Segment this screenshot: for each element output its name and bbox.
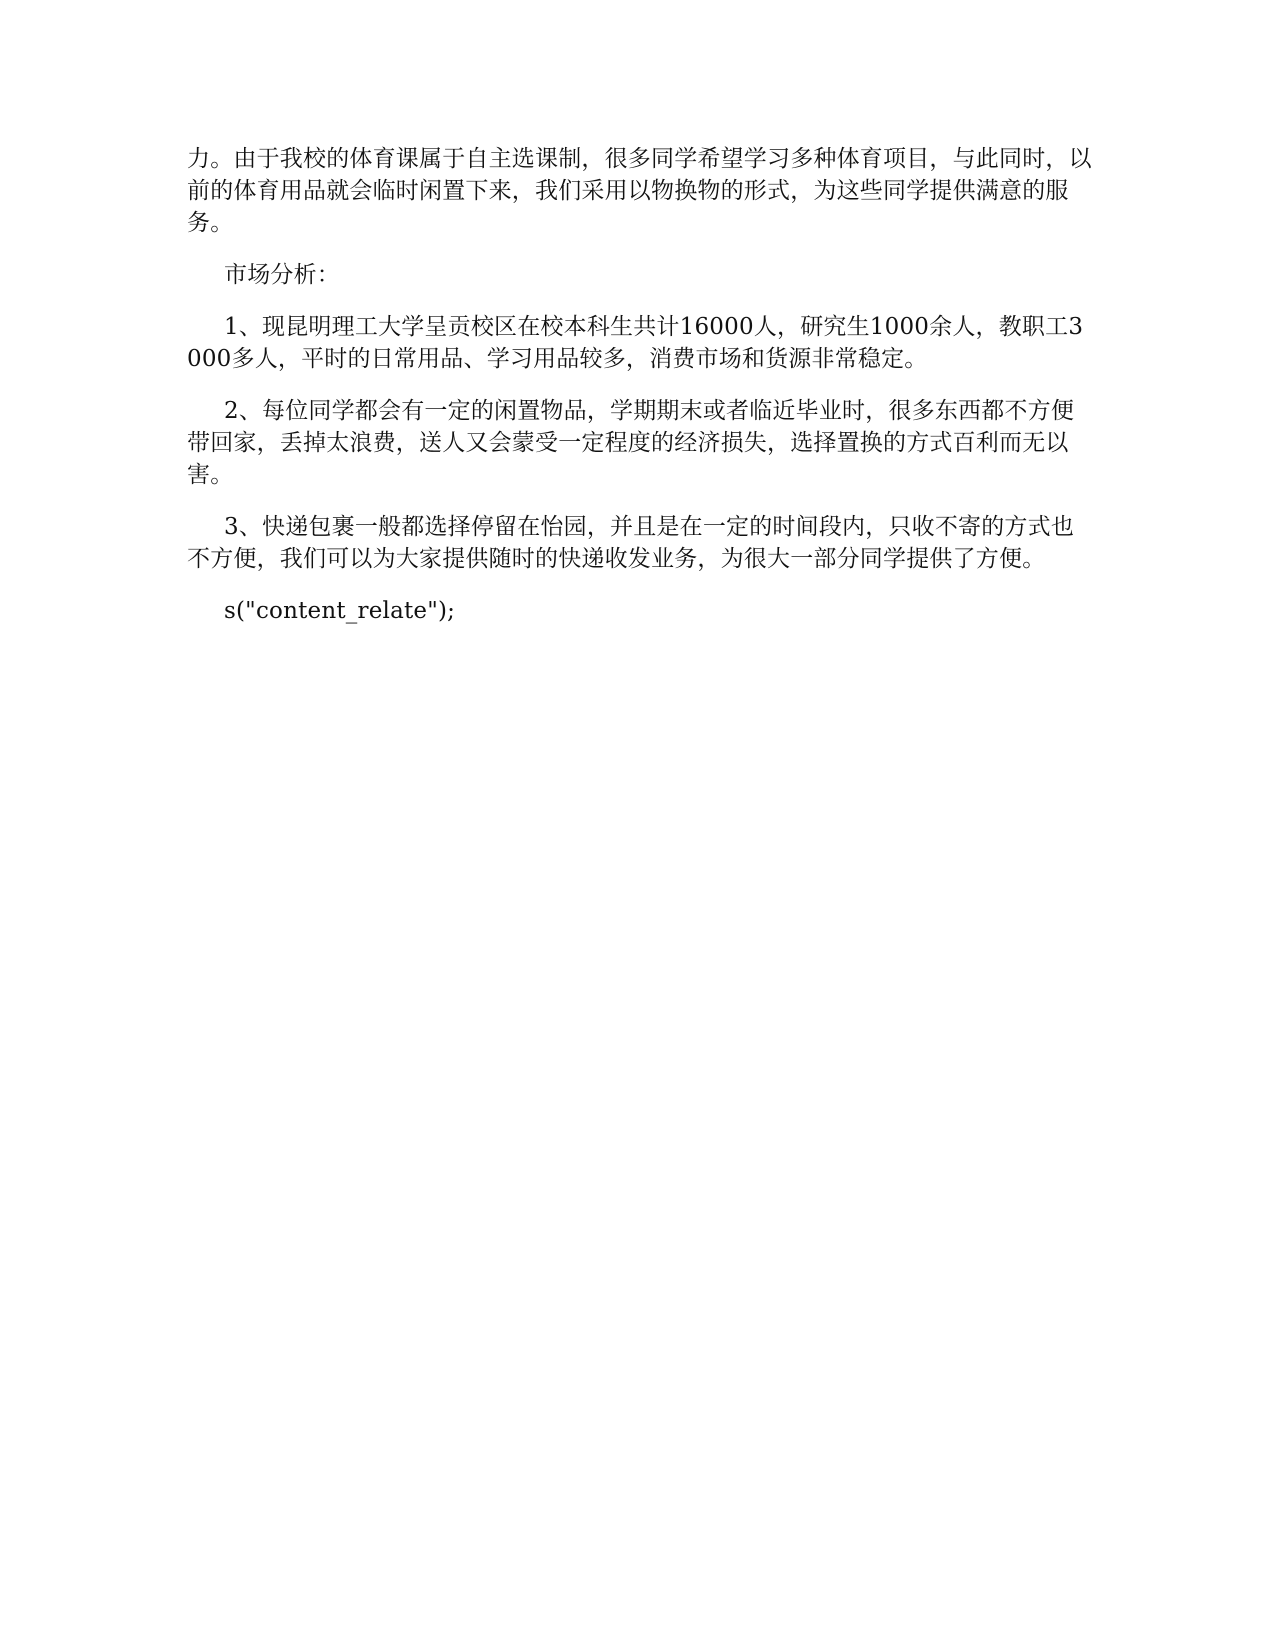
paragraph-continuation: 力。由于我校的体育课属于自主选课制，很多同学希望学习多种体育项目，与此同时，以前的体育用品就会临时闲置下来，我们采用以物换物的形式，为这些同学提供满意的服务。 xyxy=(187,146,1092,236)
paragraph-point-3: 3、快递包裹一般都选择停留在怡园，并且是在一定的时间段内，只收不寄的方式也不方便，我们可以为大家提供随时的快递收发业务，为很大一部分同学提供了方便。 xyxy=(187,514,1075,572)
document-body xyxy=(187,143,1092,647)
section-heading-market-analysis: 市场分析： xyxy=(224,262,340,288)
script-residue-text: s("content_relate"); xyxy=(224,598,456,624)
paragraph-point-1: 1、现昆明理工大学呈贡校区在校本科生共计16000人，研究生1000余人，教职工3000多人，平时的日常用品、学习用品较多，消费市场和货源非常稳定。 xyxy=(187,314,1084,372)
paragraph-point-2: 2、每位同学都会有一定的闲置物品，学期期末或者临近毕业时，很多东西都不方便带回家，丢掉太浪费，送人又会蒙受一定程度的经济损失，选择置换的方式百利而无以害。 xyxy=(187,398,1075,488)
